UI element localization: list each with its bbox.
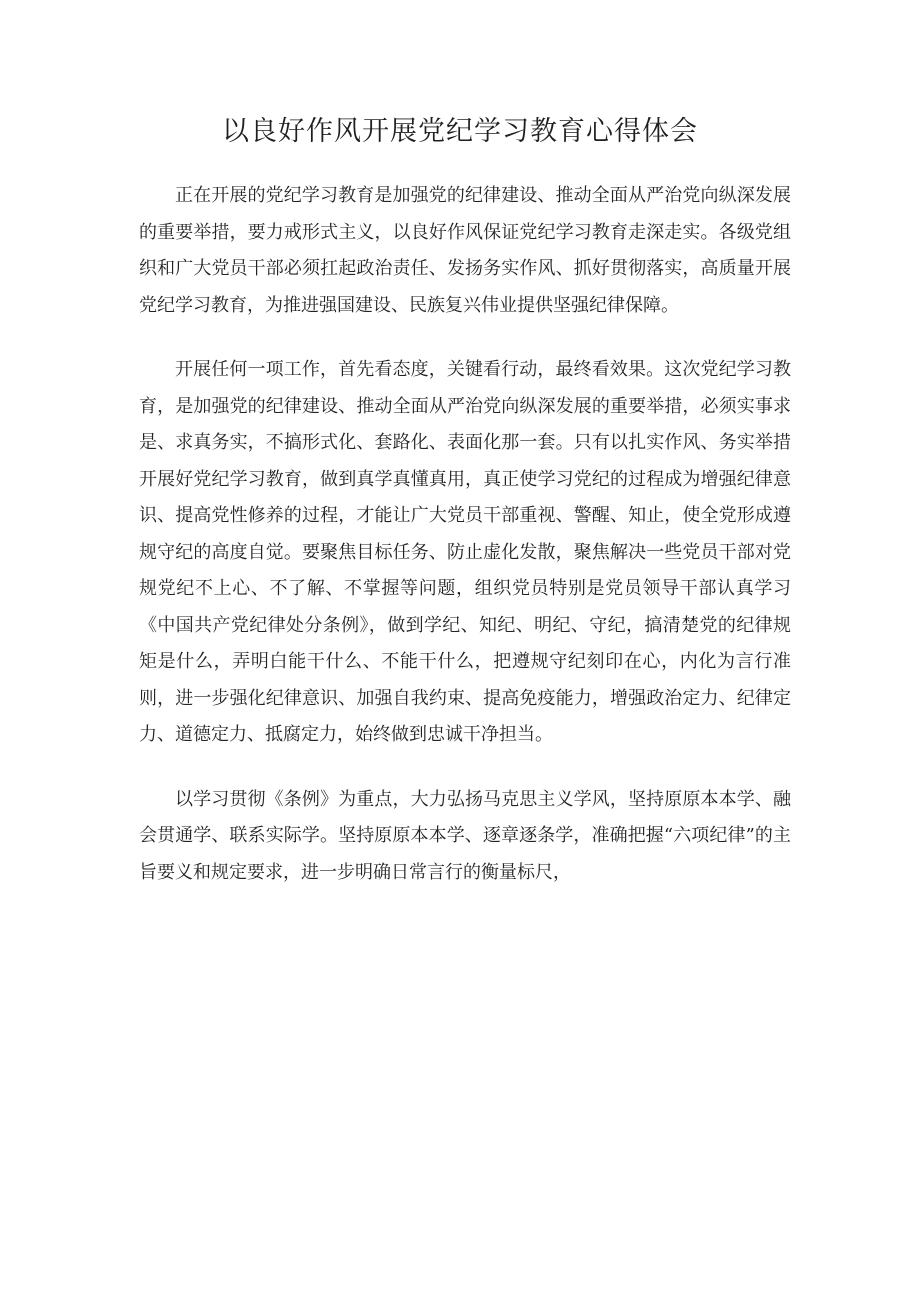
paragraph-2: 开展任何一项工作，首先看态度，关键看行动，最终看效果。这次党纪学习教育，是加强党的纪律建设、推动全面从严治党向纵深发展的重要举措，必须实事求是、求真务实，不搞形式化、套路化、表面化那一套。只有以扎实作风、务实举措开展好党纪学习教育，做到真学真懂真用，真正使学习党纪的过程成为增强纪律意识、提高党性修养的过程，才能让广大党员干部重视、警醒、知止，使全党形成遵规守纪的高度自觉。要聚焦目标任务、防止虚化发散，聚焦解决一些党员干部对党规党纪不上心、不了解、不掌握等问题，组织党员特别是党员领导干部认真学习《中国共产党纪律处分条例》，做到学纪、知纪、明纪、守纪，搞清楚党的纪律规矩是什么，弄明白能干什么、不能干什么，把遵规守纪刻印在心，内化为言行准则，进一步强化纪律意识、加强自我约束、提高免疫能力，增强政治定力、纪律定力、道德定力、抵腐定力，始终做到忠诚干净担当。 (139, 359, 791, 745)
paragraph-3: 以学习贯彻《条例》为重点，大力弘扬马克思主义学风，坚持原原本本学、融会贯通学、联系实际学。坚持原原本本学、逐章逐条学，准确把握“六项纪律”的主旨要义和规定要求，进一步明确日常言行的衡量标尺， (139, 788, 791, 883)
document-body (139, 178, 791, 919)
document-title: 以良好作风开展党纪学习教育心得体会 (222, 116, 698, 147)
paragraph-1: 正在开展的党纪学习教育是加强党的纪律建设、推动全面从严治党向纵深发展的重要举措，要力戒形式主义，以良好作风保证党纪学习教育走深走实。各级党组织和广大党员干部必须扛起政治责任、发扬务实作风、抓好贯彻落实，高质量开展党纪学习教育，为推进强国建设、民族复兴伟业提供坚强纪律保障。 (139, 185, 791, 316)
